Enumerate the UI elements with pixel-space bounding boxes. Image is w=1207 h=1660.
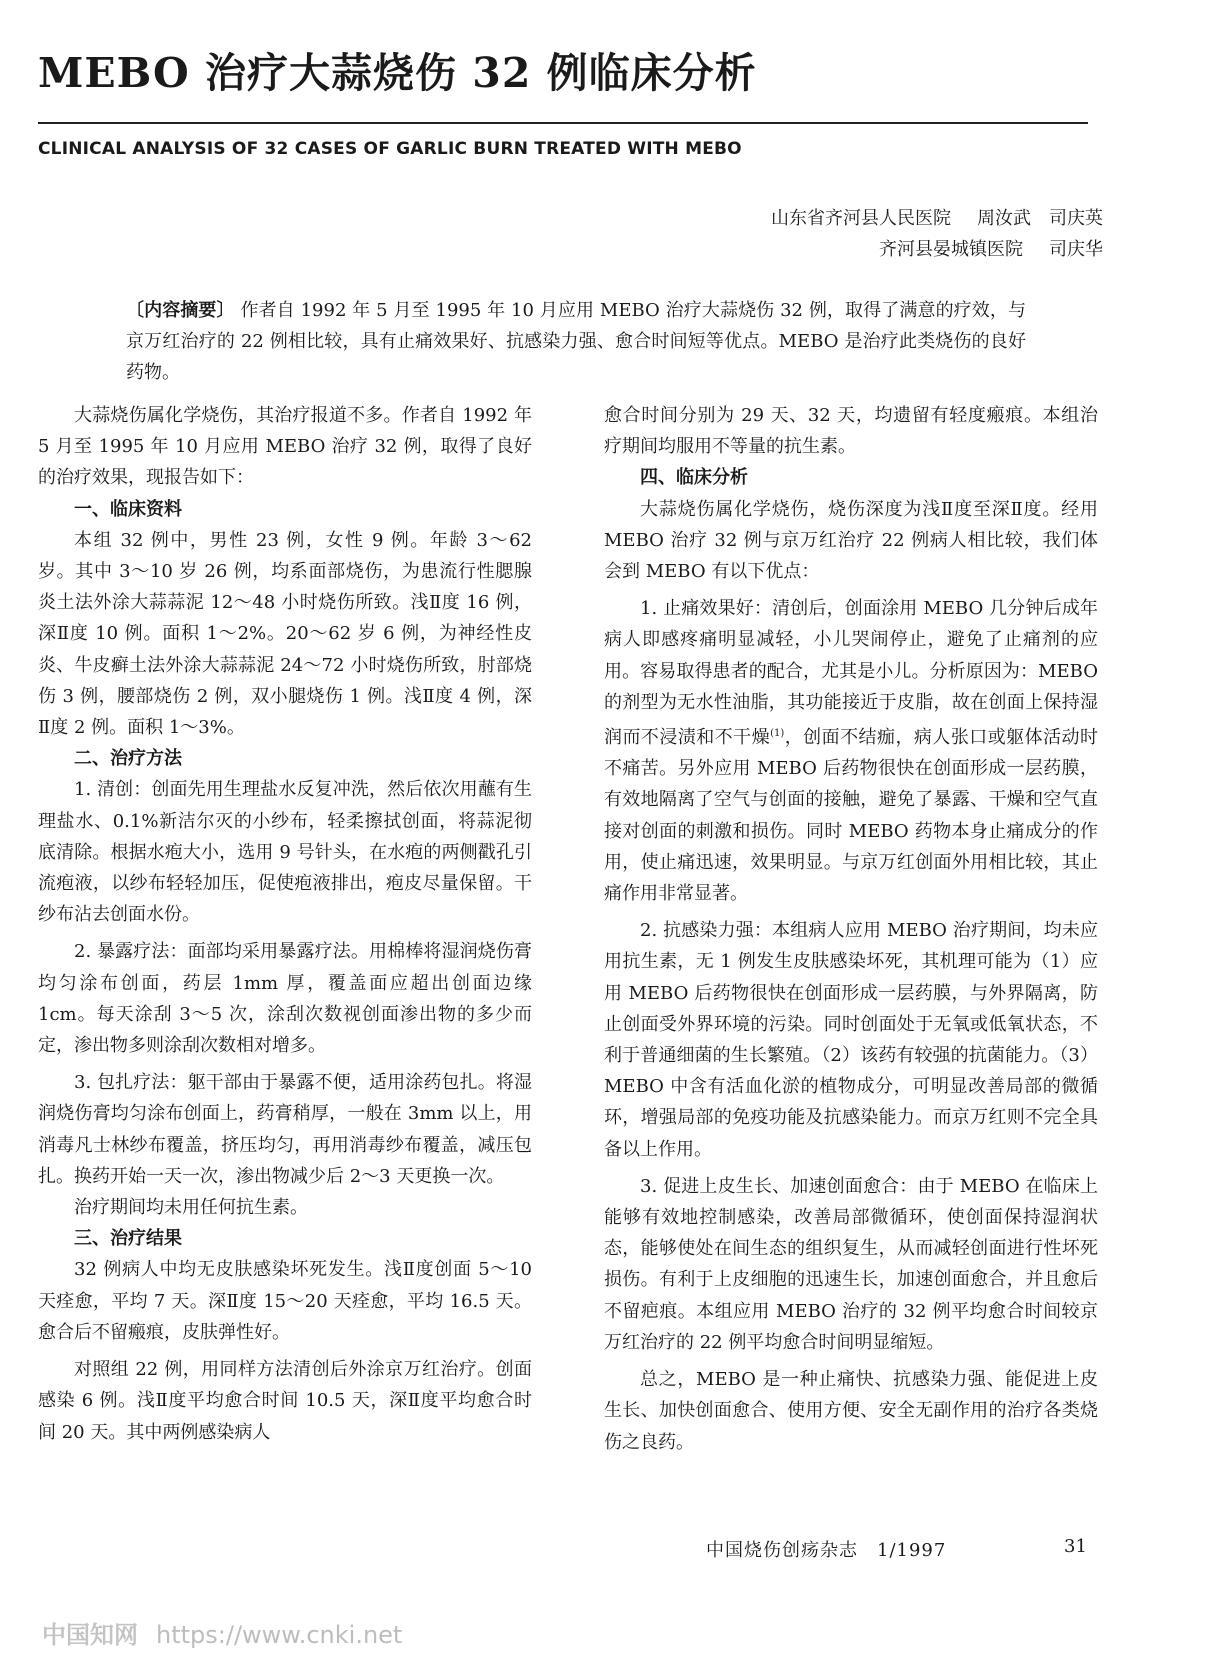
paragraph-text: 1. 止痛效果好：清创后，创面涂用 MEBO 几分钟后成年病人即感疼痛明显减轻，小儿哭闹停止，避免了止痛剂的应用。容易取得患者的配合，尤其是小儿。分析原因为：MEBO 的剂型为无水性油脂，其功能接近于皮脂，故在创面上保持湿润而不浸渍和不干燥 [604, 598, 1098, 749]
paragraph: 2. 抗感染力强：本组病人应用 MEBO 治疗期间，均未应用抗生素，无 1 例发生皮肤感染坏死，其机理可能为（1）应用 MEBO 后药物很快在创面形成一层药膜，与外界隔离，防止创面受外界环境的污染。同时创面处于无氧或低氧状态，不利于普通细菌的生长繁殖。（2）该药有较强的抗菌能力。（3）MEBO 中含有活血化淤的植物成分，可明显改善局部的微循环，增强局部的免疫功能及抗感染能力。而京万红则不完全具备以上作用。 [604, 920, 1098, 1160]
paragraph: 对照组 22 例，用同样方法清创后外涂京万红治疗。创面感染 6 例。浅Ⅱ度平均愈合时间 10.5 天，深Ⅱ度平均愈合时间 20 天。其中两例感染病人 [38, 1359, 532, 1443]
affiliation-authors: 周汝武 司庆英 [977, 208, 1103, 229]
right-column [604, 400, 1098, 1458]
abstract [126, 295, 1026, 388]
paragraph: 1. 清创：创面先用生理盐水反复冲洗，然后依次用蘸有生理盐水、0.1%新洁尔灭的小纱布，轻柔擦拭创面，将蒜泥彻底清除。根据水疱大小，选用 9 号针头，在水疱的两侧戳孔引流疱液，以纱布轻轻加压，促使疱液排出，疱皮尽量保留。干纱布沾去创面水份。 [38, 779, 532, 926]
affiliation-2 [879, 235, 1103, 261]
reference-marker: (1) [770, 728, 785, 740]
paragraph: 治疗期间均未用任何抗生素。 [74, 1197, 308, 1219]
paragraph: 3. 包扎疗法：躯干部由于暴露不便，适用涂药包扎。将湿润烧伤膏均匀涂布创面上，药膏稍厚，一般在 3mm 以上，用消毒凡士林纱布覆盖，挤压均匀，再用消毒纱布覆盖，减压包扎。换药开始一天一次，渗出物减少后 2～3 天更换一次。 [38, 1072, 532, 1187]
affiliation-institution: 山东省齐河县人民医院 [771, 208, 951, 229]
title-rule [38, 122, 1088, 124]
paragraph: 本组 32 例中，男性 23 例，女性 9 例。年龄 3～62 岁。其中 3～10 岁 26 例，均系面部烧伤，为患流行性腮腺炎土法外涂大蒜蒜泥 12～48 小时烧伤所致。浅Ⅱ度 16 例，深Ⅱ度 10 例。面积 1～2%。20～62 岁 6 例，为神经性皮炎、牛皮癣土法外涂大蒜蒜泥 24～72 小时烧伤所致，肘部烧伤 3 例，腰部烧伤 2 例，双小腿烧伤 1 例。浅Ⅱ度 4 例，深Ⅱ度 2 例。面积 1～3%。 [38, 529, 532, 739]
section-heading-clinical-data: 一、临床资料 [74, 498, 182, 520]
section-heading-treatment: 二、治疗方法 [74, 748, 182, 770]
affiliation-1 [771, 204, 1103, 230]
paragraph: 3. 促进上皮生长、加速创面愈合：由于 MEBO 在临床上能够有效地控制感染，改善局部微循环，使创面保持湿润状态，能够使处在间生态的组织复生，从而减轻创面进行性坏死损伤。有利于上皮细胞的迅速生长，加速创面愈合，并且愈后不留疤痕。本组应用 MEBO 治疗的 32 例平均愈合时间较京万红治疗的 22 例平均愈合时间明显缩短。 [604, 1175, 1098, 1353]
article-title: MEBO 治疗大蒜烧伤 32 例临床分析 [38, 49, 757, 97]
paragraph [604, 593, 1098, 909]
abstract-text: 作者自 1992 年 5 月至 1995 年 10 月应用 MEBO 治疗大蒜烧伤 32 例，取得了满意的疗效，与京万红治疗的 22 例相比较，具有止痛效果好、抗感染力强、愈合时间短等优点。MEBO 是治疗此类烧伤的良好药物。 [126, 300, 1026, 383]
section-heading-analysis: 四、临床分析 [640, 467, 748, 489]
english-title: CLINICAL ANALYSIS OF 32 CASES OF GARLIC BURN TREATED WITH MEBO [38, 139, 742, 159]
affiliation-authors: 司庆华 [1049, 239, 1103, 260]
watermark-url: https://www.cnki.net [156, 1621, 403, 1649]
paragraph-text: ，创面不结痂，病人张口或躯体活动时不痛苦。另外应用 MEBO 后药物很快在创面形成一层药膜，有效地隔离了空气与创面的接触，避免了暴露、干燥和空气直接对创面的刺激和损伤。同时 MEBO 药物本身止痛成分的作用，使止痛迅速，效果明显。与京万红创面外用相比较，其止痛作用非常显著。 [604, 727, 1098, 905]
conclusion-paragraph: 总之，MEBO 是一种止痛快、抗感染力强、能促进上皮生长、加快创面愈合、使用方便、安全无副作用的治疗各类烧伤之良药。 [604, 1369, 1098, 1453]
paragraph: 32 例病人中均无皮肤感染坏死发生。浅Ⅱ度创面 5～10 天痊愈，平均 7 天。深Ⅱ度 15～20 天痊愈，平均 16.5 天。愈合后不留瘢痕，皮肤弹性好。 [38, 1259, 532, 1343]
paragraph-continued: 愈合时间分别为 29 天、32 天，均遗留有轻度瘢痕。本组治疗期间均服用不等量的抗生素。 [604, 405, 1098, 458]
page-number: 31 [1064, 1536, 1087, 1557]
intro-paragraph: 大蒜烧伤属化学烧伤，其治疗报道不多。作者自 1992 年 5 月至 1995 年 10 月应用 MEBO 治疗 32 例，取得了良好的治疗效果，现报告如下： [38, 405, 532, 489]
watermark-name: 中国知网 [42, 1621, 138, 1649]
affiliation-institution: 齐河县晏城镇医院 [879, 239, 1023, 260]
paragraph: 大蒜烧伤属化学烧伤，烧伤深度为浅Ⅱ度至深Ⅱ度。经用 MEBO 治疗 32 例与京万红治疗 22 例病人相比较，我们体会到 MEBO 有以下优点： [604, 498, 1098, 583]
abstract-label: 〔内容摘要〕 [126, 300, 235, 321]
left-column [38, 400, 532, 1448]
cnki-watermark [42, 1615, 402, 1650]
paragraph: 2. 暴露疗法：面部均采用暴露疗法。用棉棒将湿润烧伤膏均匀涂布创面，药层 1mm 厚，覆盖面应超出创面边缘 1cm。每天涂刮 3～5 次，涂刮次数视创面渗出物的多少而定，渗出物多则涂刮次数相对增多。 [38, 941, 532, 1057]
footer-journal: 中国烧伤创疡杂志 1/1997 [706, 1540, 947, 1561]
section-heading-results: 三、治疗结果 [74, 1228, 182, 1250]
